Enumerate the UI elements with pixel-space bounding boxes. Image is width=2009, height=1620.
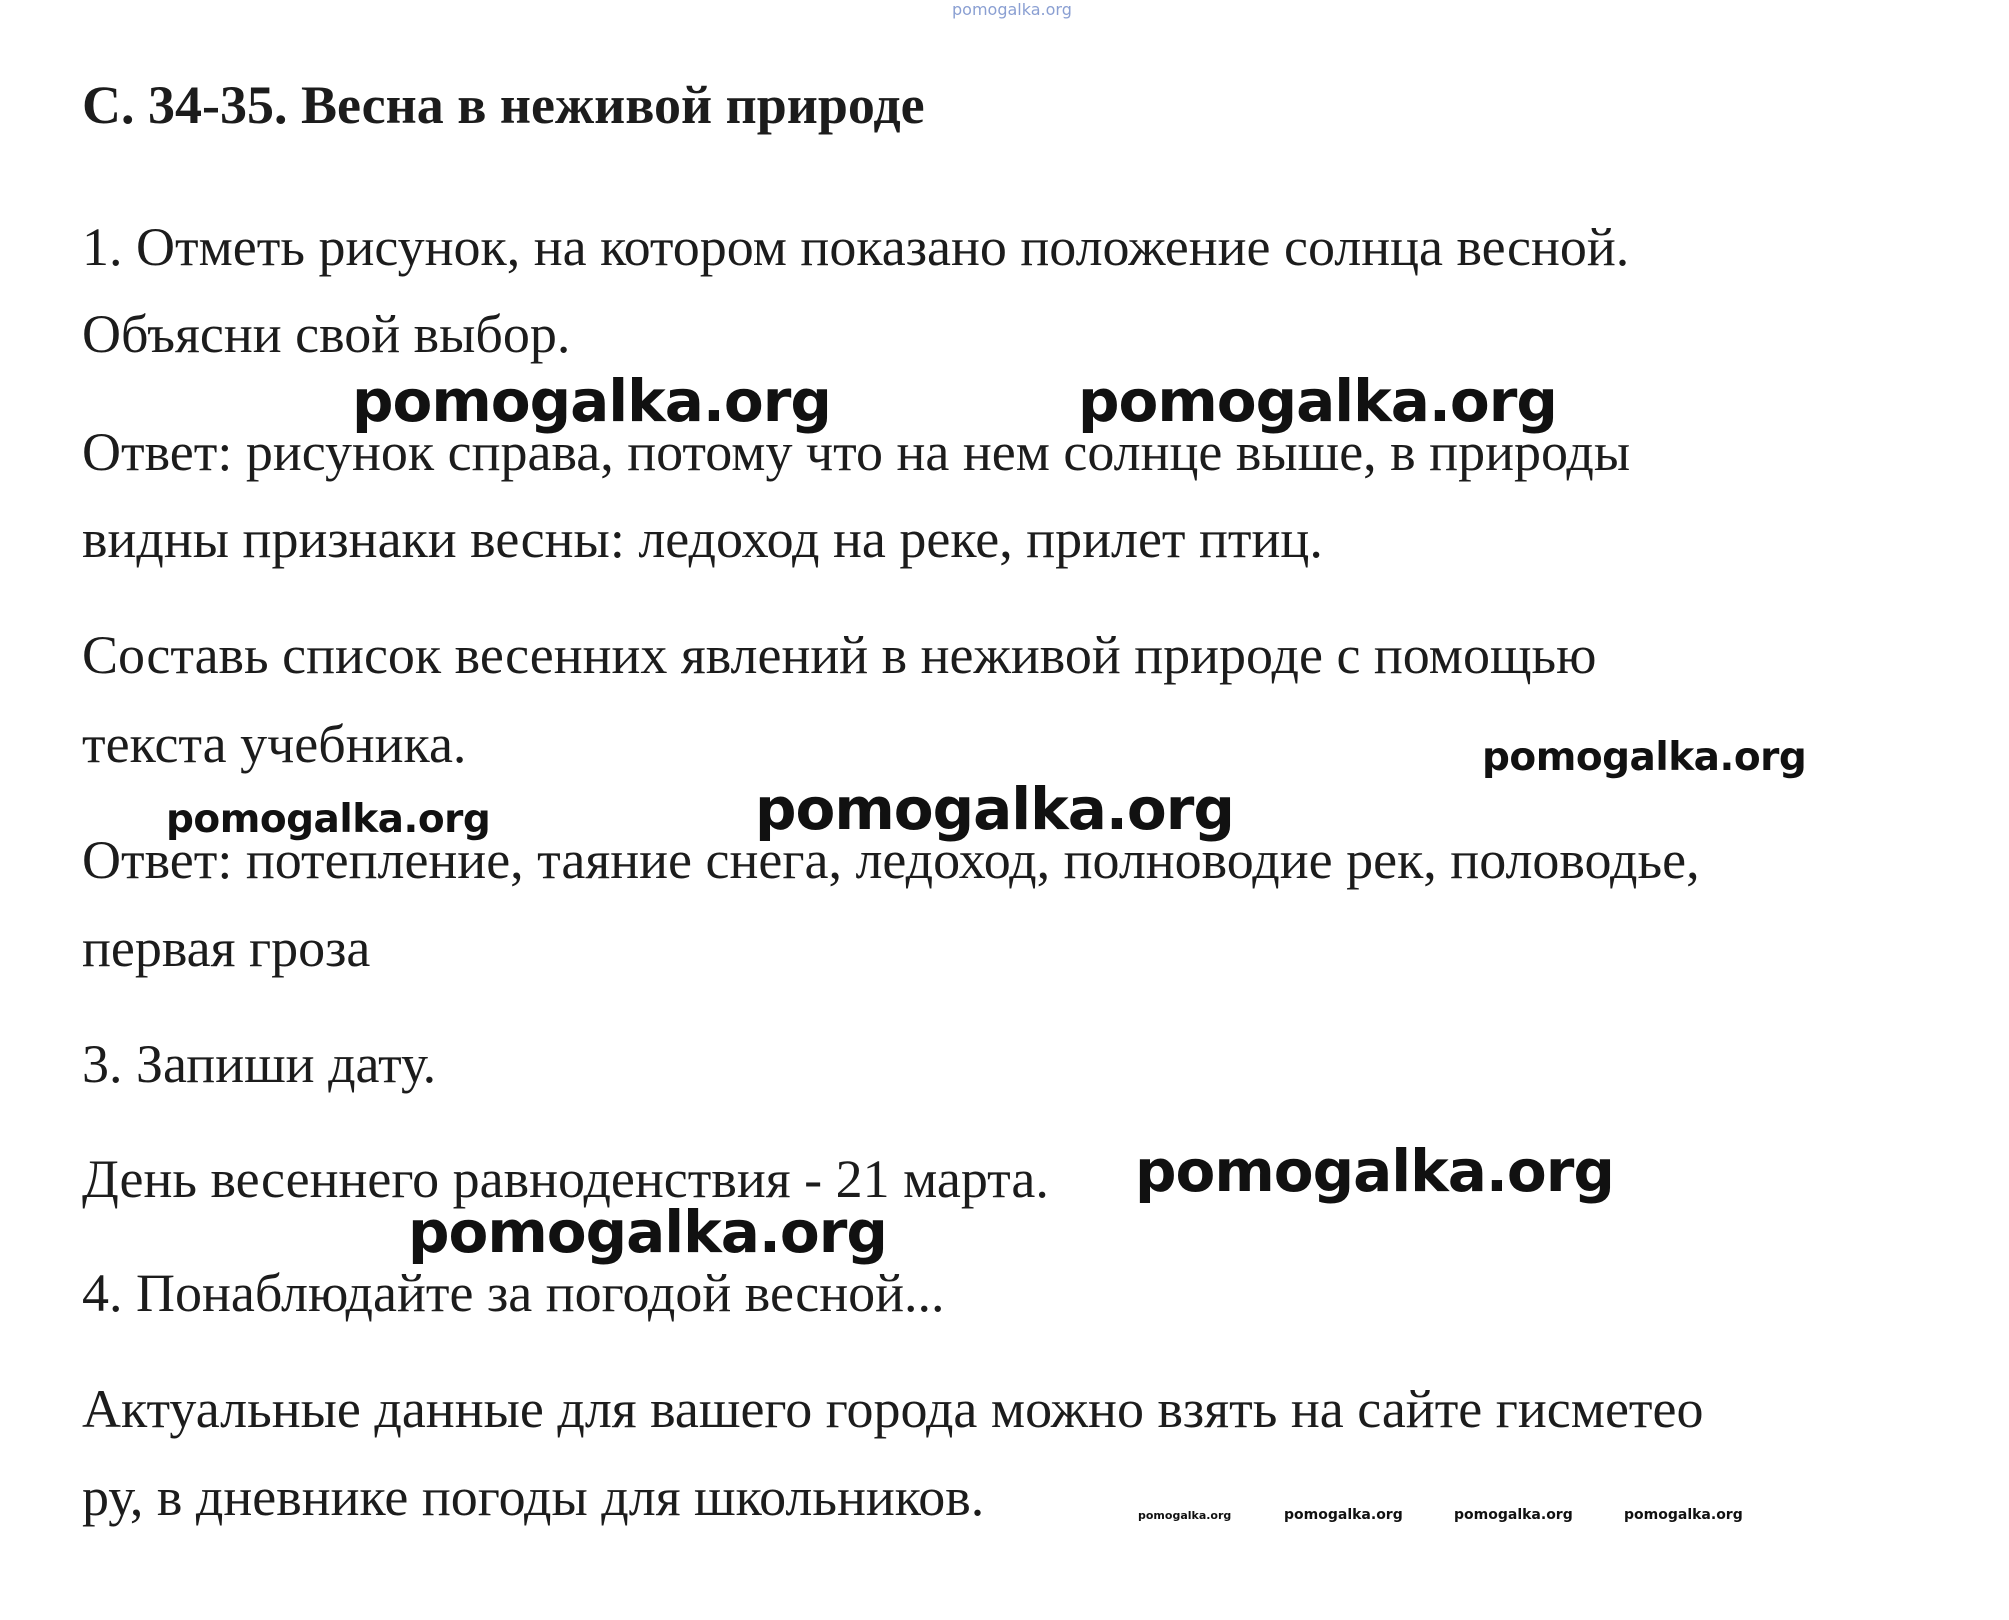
- answer-4-line-1: Актуальные данные для вашего города можно взять на сайте гисметео: [82, 1379, 1704, 1439]
- task-1-line-1: 1. Отметь рисунок, на котором показано положение солнца весной.: [82, 217, 1630, 277]
- page-title: С. 34-35. Весна в неживой природе: [82, 75, 925, 135]
- watermark-8: pomogalka.org: [1138, 1509, 1232, 1522]
- watermark-4: pomogalka.org: [166, 797, 491, 842]
- task-2-line-2: текста учебника.: [82, 714, 467, 774]
- answer-2-line-2: первая гроза: [82, 918, 371, 978]
- watermark-3: pomogalka.org: [1482, 735, 1807, 780]
- answer-1-line-2: видны признаки весны: ледоход на реке, прилет птиц.: [82, 509, 1323, 569]
- answer-4-line-2: ру, в дневнике погоды для школьников.: [82, 1467, 985, 1527]
- task-3-line: 3. Запиши дату.: [82, 1034, 437, 1094]
- watermark-11: pomogalka.org: [1624, 1507, 1743, 1523]
- answer-3-line: День весеннего равноденствия - 21 марта.: [82, 1149, 1049, 1209]
- watermark-5: pomogalka.org: [755, 775, 1234, 843]
- watermark-7: pomogalka.org: [408, 1198, 887, 1266]
- watermark-9: pomogalka.org: [1284, 1507, 1403, 1523]
- task-1-line-2: Объясни свой выбор.: [82, 304, 571, 364]
- task-2-line-1: Составь список весенних явлений в неживой природе с помощью: [82, 625, 1597, 685]
- watermark-6: pomogalka.org: [1135, 1137, 1614, 1205]
- answer-1-line-1: Ответ: рисунок справа, потому что на нем солнце выше, в природы: [82, 422, 1631, 482]
- task-4-line: 4. Понаблюдайте за погодой весной...: [82, 1263, 945, 1323]
- header-watermark: pomogalka.org: [952, 0, 1072, 19]
- answer-2-line-1: Ответ: потепление, таяние снега, ледоход, полноводие рек, половодье,: [82, 830, 1700, 890]
- watermark-1: pomogalka.org: [352, 367, 831, 435]
- watermark-10: pomogalka.org: [1454, 1507, 1573, 1523]
- watermark-2: pomogalka.org: [1078, 367, 1557, 435]
